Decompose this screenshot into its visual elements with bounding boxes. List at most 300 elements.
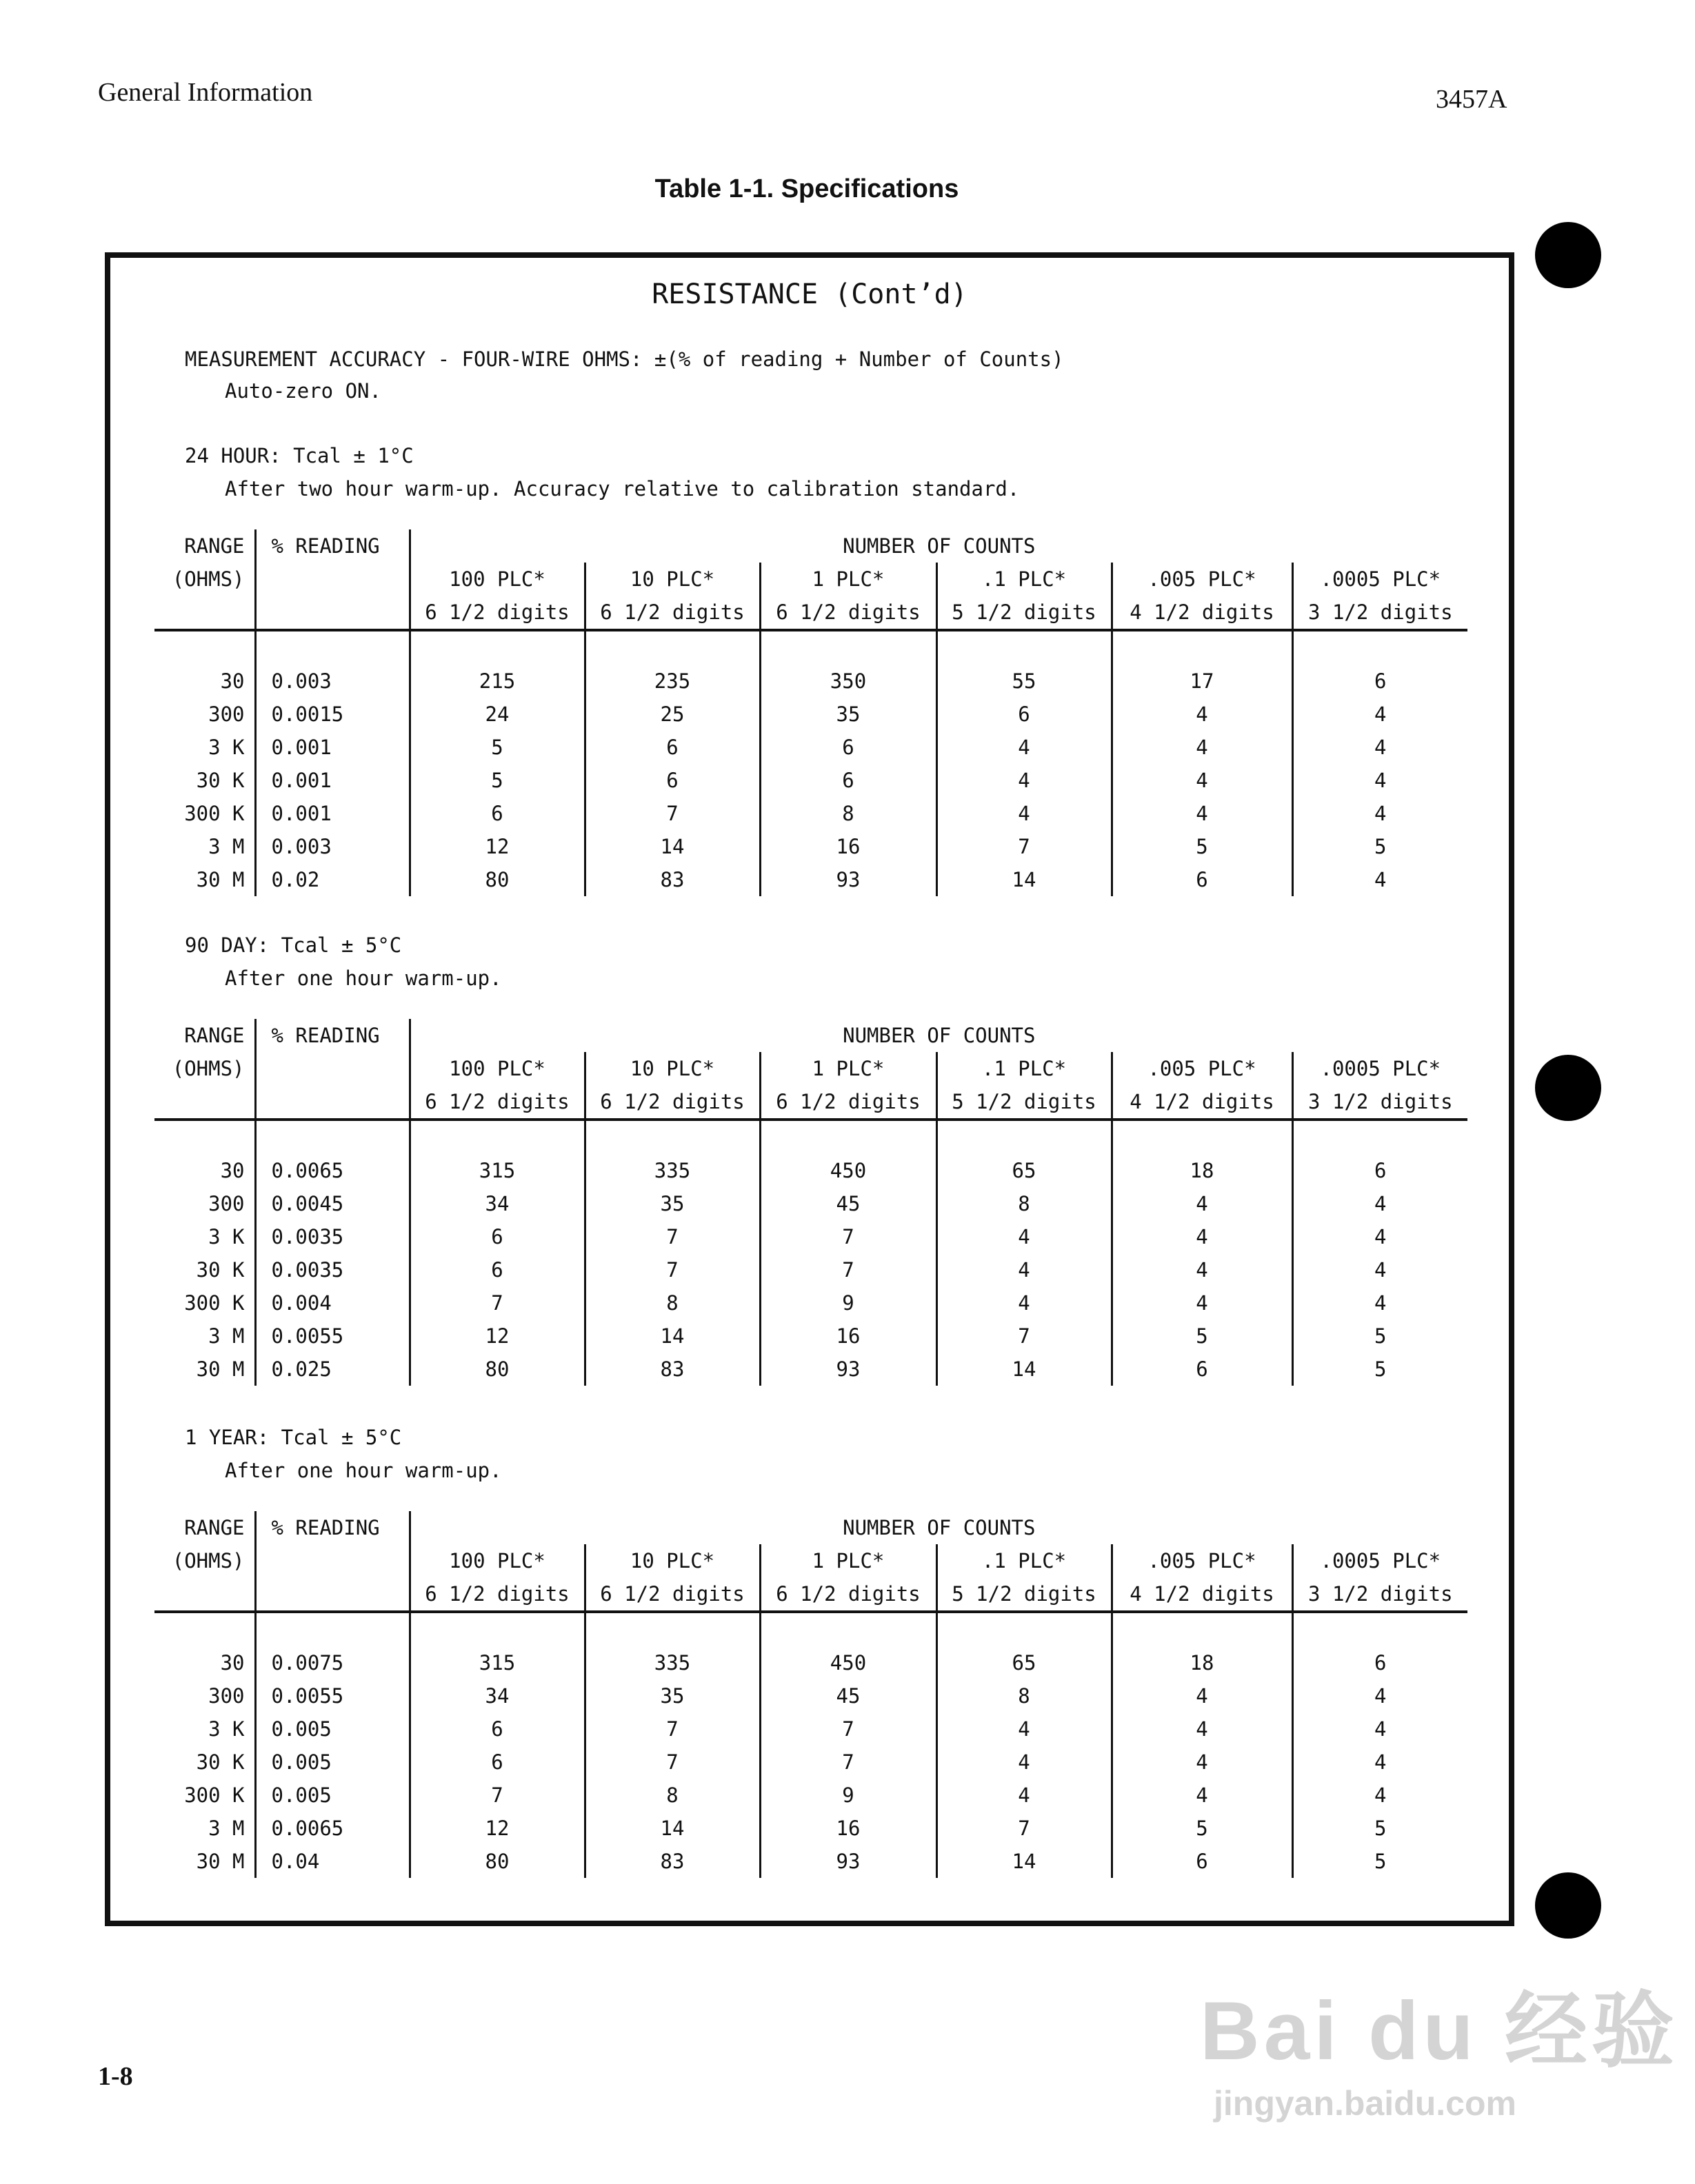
count-cell: 5 [410,731,585,764]
spec-table [154,529,1467,896]
reading-cell: 0.0065 [255,1154,410,1187]
reading-header: % READING [255,1511,410,1544]
table-row [154,1187,1467,1220]
reading-cell: 0.001 [255,764,410,797]
count-cell: 83 [585,1845,760,1878]
digits-header: 5 1/2 digits [936,1085,1112,1120]
spacer [936,630,1112,665]
digits-header: 4 1/2 digits [1112,596,1292,630]
count-cell: 6 [1112,1845,1292,1878]
count-cell: 6 [410,1712,585,1746]
count-cell: 4 [1292,1187,1467,1220]
spacer [585,1612,760,1646]
digits-header: 4 1/2 digits [1112,1577,1292,1612]
table-title: Table 1-1. Specifications [654,174,959,203]
spacer [1112,1612,1292,1646]
reading-cell: 0.0055 [255,1320,410,1353]
reading-header-blank [255,1577,410,1612]
reading-cell: 0.005 [255,1746,410,1779]
counts-header: NUMBER OF COUNTS [410,529,1467,563]
digits-header: 6 1/2 digits [410,596,585,630]
spacer [760,1612,936,1646]
spacer [410,1120,585,1154]
table-row [154,1779,1467,1812]
count-cell: 4 [1292,1779,1467,1812]
reading-header-blank [255,1544,410,1577]
count-cell: 7 [936,1812,1112,1845]
count-cell: 65 [936,1646,1112,1679]
digits-header: 3 1/2 digits [1292,1085,1467,1120]
count-cell: 6 [760,764,936,797]
count-cell: 5 [410,764,585,797]
count-cell: 8 [936,1679,1112,1712]
count-cell: 65 [936,1154,1112,1187]
count-cell: 12 [410,830,585,863]
range-header-blank [154,596,255,630]
reading-cell: 0.005 [255,1712,410,1746]
count-cell: 6 [936,698,1112,731]
range-cell: 300 [208,1684,245,1708]
count-cell: 4 [1112,1253,1292,1286]
digits-header: 6 1/2 digits [760,1085,936,1120]
count-cell: 5 [1292,1812,1467,1845]
range-header: RANGE [184,1024,245,1047]
header-row [154,1085,1467,1120]
section-heading: 90 DAY: Tcal ± 5°C [185,933,402,957]
spacer [255,1120,410,1154]
count-cell: 6 [1112,1353,1292,1386]
range-header-blank [154,1085,255,1120]
header-row [154,563,1467,596]
count-cell: 7 [760,1712,936,1746]
spacer [936,1612,1112,1646]
digits-header: 6 1/2 digits [410,1085,585,1120]
range-header: RANGE [184,1516,245,1539]
count-cell: 24 [410,698,585,731]
count-cell: 5 [1292,1845,1467,1878]
range-cell: 30 K [196,769,245,792]
count-cell: 7 [760,1220,936,1253]
reading-cell: 0.003 [255,665,410,698]
count-cell: 4 [1292,1253,1467,1286]
digits-header: 3 1/2 digits [1292,1577,1467,1612]
header-row [154,529,1467,563]
count-cell: 35 [585,1679,760,1712]
count-cell: 17 [1112,665,1292,698]
count-cell: 4 [1112,1187,1292,1220]
count-cell: 7 [585,1220,760,1253]
count-cell: 93 [760,863,936,896]
count-cell: 14 [936,1353,1112,1386]
plc-header: .1 PLC* [936,1544,1112,1577]
count-cell: 4 [1112,698,1292,731]
spec-table [154,1511,1467,1878]
count-cell: 7 [936,830,1112,863]
count-cell: 7 [410,1286,585,1320]
count-cell: 4 [1112,1779,1292,1812]
digits-header: 6 1/2 digits [585,1577,760,1612]
count-cell: 4 [936,1286,1112,1320]
header-row [154,1511,1467,1544]
count-cell: 4 [1112,797,1292,830]
count-cell: 14 [585,1320,760,1353]
spacer [154,1612,255,1646]
count-cell: 4 [1112,764,1292,797]
plc-header: 100 PLC* [410,1052,585,1085]
count-cell: 16 [760,1320,936,1353]
count-cell: 4 [1292,764,1467,797]
count-cell: 12 [410,1812,585,1845]
table-row [154,1812,1467,1845]
plc-header: 1 PLC* [760,1544,936,1577]
count-cell: 55 [936,665,1112,698]
count-cell: 93 [760,1845,936,1878]
reading-header-blank [255,1052,410,1085]
digits-header: 6 1/2 digits [585,596,760,630]
table-row [154,731,1467,764]
count-cell: 235 [585,665,760,698]
table-row [154,698,1467,731]
spacer [1112,630,1292,665]
range-cell: 3 M [208,835,245,858]
count-cell: 450 [760,1646,936,1679]
reading-cell: 0.0045 [255,1187,410,1220]
plc-header: .0005 PLC* [1292,1052,1467,1085]
count-cell: 6 [410,1220,585,1253]
reading-cell: 0.02 [255,863,410,896]
digits-header: 6 1/2 digits [410,1577,585,1612]
spacer [760,1120,936,1154]
table-row [154,830,1467,863]
digits-header: 6 1/2 digits [760,596,936,630]
spacer [1112,1120,1292,1154]
count-cell: 14 [585,830,760,863]
count-cell: 45 [760,1679,936,1712]
count-cell: 80 [410,1353,585,1386]
count-cell: 4 [1292,698,1467,731]
header-row [154,1577,1467,1612]
spacer [760,630,936,665]
count-cell: 5 [1292,830,1467,863]
range-cell: 30 M [196,1850,245,1873]
reading-cell: 0.004 [255,1286,410,1320]
plc-header: 100 PLC* [410,563,585,596]
count-cell: 5 [1112,830,1292,863]
count-cell: 4 [936,1779,1112,1812]
table-row [154,764,1467,797]
count-cell: 80 [410,863,585,896]
reading-cell: 0.0015 [255,698,410,731]
count-cell: 5 [1112,1320,1292,1353]
plc-header: .005 PLC* [1112,1544,1292,1577]
count-cell: 18 [1112,1646,1292,1679]
spec-frame [105,252,1514,1926]
digits-header: 6 1/2 digits [760,1577,936,1612]
count-cell: 16 [760,830,936,863]
table-row [154,1220,1467,1253]
digits-header: 4 1/2 digits [1112,1085,1292,1120]
plc-header: .0005 PLC* [1292,563,1467,596]
ohms-header: (OHMS) [172,1549,245,1573]
count-cell: 4 [936,797,1112,830]
count-cell: 5 [1292,1320,1467,1353]
table-row [154,1320,1467,1353]
count-cell: 93 [760,1353,936,1386]
reading-header-blank [255,596,410,630]
table-row [154,797,1467,830]
table-row [154,1746,1467,1779]
section-heading: 24 HOUR: Tcal ± 1°C [185,444,414,467]
ohms-header: (OHMS) [172,1057,245,1080]
count-cell: 4 [1292,1679,1467,1712]
spacer [154,1120,255,1154]
spacer [936,1120,1112,1154]
baidu-watermark [1200,1965,1678,2123]
count-cell: 6 [1292,1646,1467,1679]
count-cell: 215 [410,665,585,698]
measurement-accuracy-line: MEASUREMENT ACCURACY - FOUR-WIRE OHMS: ±(% of reading + Number of Counts) [185,347,1064,371]
plc-header: .1 PLC* [936,1052,1112,1085]
count-cell: 34 [410,1679,585,1712]
range-cell: 30 [220,1651,245,1675]
reading-header-blank [255,1085,410,1120]
spacer-row [154,1612,1467,1646]
digits-header: 3 1/2 digits [1292,596,1467,630]
count-cell: 4 [936,1746,1112,1779]
range-cell: 30 [220,669,245,693]
count-cell: 6 [585,764,760,797]
counts-header: NUMBER OF COUNTS [410,1511,1467,1544]
range-cell: 300 K [184,802,245,825]
reading-header-blank [255,563,410,596]
reading-cell: 0.001 [255,797,410,830]
count-cell: 315 [410,1646,585,1679]
spacer [255,1612,410,1646]
reading-cell: 0.0035 [255,1220,410,1253]
count-cell: 4 [1292,863,1467,896]
spec-table [154,1019,1467,1386]
count-cell: 6 [1292,1154,1467,1187]
spacer [1292,1612,1467,1646]
count-cell: 4 [936,731,1112,764]
table-row [154,665,1467,698]
count-cell: 4 [1292,1286,1467,1320]
spacer [410,1612,585,1646]
range-header-blank [154,1577,255,1612]
reading-cell: 0.0075 [255,1646,410,1679]
plc-header: .005 PLC* [1112,1052,1292,1085]
range-cell: 300 [208,702,245,726]
range-cell: 3 K [208,1225,245,1248]
header-row [154,1019,1467,1052]
count-cell: 8 [936,1187,1112,1220]
count-cell: 14 [936,863,1112,896]
spacer [585,630,760,665]
reading-cell: 0.025 [255,1353,410,1386]
count-cell: 8 [585,1286,760,1320]
section-title: RESISTANCE (Cont’d) [652,279,967,310]
count-cell: 4 [936,1253,1112,1286]
range-cell: 30 [220,1159,245,1182]
count-cell: 34 [410,1187,585,1220]
count-cell: 7 [760,1253,936,1286]
range-cell: 300 K [184,1783,245,1807]
header-row [154,596,1467,630]
reading-cell: 0.0055 [255,1679,410,1712]
count-cell: 9 [760,1286,936,1320]
count-cell: 5 [1292,1353,1467,1386]
range-cell: 3 M [208,1817,245,1840]
ohms-header: (OHMS) [172,567,245,591]
range-header: RANGE [184,534,245,558]
count-cell: 4 [1112,1746,1292,1779]
count-cell: 6 [760,731,936,764]
count-cell: 7 [760,1746,936,1779]
table-row [154,863,1467,896]
count-cell: 4 [1112,1712,1292,1746]
spacer [1292,630,1467,665]
binder-hole [1535,1055,1601,1121]
counts-header: NUMBER OF COUNTS [410,1019,1467,1052]
plc-header: 10 PLC* [585,1052,760,1085]
section-heading: 1 YEAR: Tcal ± 5°C [185,1426,402,1449]
page-number: 1-8 [98,2062,133,2091]
count-cell: 4 [1112,1286,1292,1320]
count-cell: 6 [1112,863,1292,896]
count-cell: 4 [1292,1746,1467,1779]
header-section-label: General Information [98,78,313,107]
count-cell: 450 [760,1154,936,1187]
range-cell: 3 K [208,1717,245,1741]
count-cell: 7 [585,1746,760,1779]
section-note: After one hour warm-up. [225,1459,502,1482]
watermark-url: jingyan.baidu.com [1214,2084,1516,2123]
count-cell: 6 [585,731,760,764]
count-cell: 5 [1112,1812,1292,1845]
reading-cell: 0.0035 [255,1253,410,1286]
count-cell: 7 [936,1320,1112,1353]
count-cell: 335 [585,1646,760,1679]
count-cell: 35 [760,698,936,731]
count-cell: 7 [410,1779,585,1812]
plc-header: .005 PLC* [1112,563,1292,596]
count-cell: 7 [585,1253,760,1286]
spacer [255,630,410,665]
table-row [154,1679,1467,1712]
count-cell: 80 [410,1845,585,1878]
count-cell: 9 [760,1779,936,1812]
header-model-number: 3457A [1436,85,1507,114]
reading-header: % READING [255,1019,410,1052]
count-cell: 4 [936,1220,1112,1253]
digits-header: 5 1/2 digits [936,596,1112,630]
count-cell: 14 [936,1845,1112,1878]
count-cell: 8 [760,797,936,830]
count-cell: 4 [936,764,1112,797]
count-cell: 16 [760,1812,936,1845]
spacer [585,1120,760,1154]
header-row [154,1544,1467,1577]
plc-header: 1 PLC* [760,563,936,596]
table-row [154,1353,1467,1386]
spacer-row [154,630,1467,665]
range-cell: 300 K [184,1291,245,1315]
table-row [154,1286,1467,1320]
reading-cell: 0.001 [255,731,410,764]
reading-cell: 0.0065 [255,1812,410,1845]
count-cell: 6 [1292,665,1467,698]
count-cell: 6 [410,1253,585,1286]
count-cell: 14 [585,1812,760,1845]
count-cell: 7 [585,797,760,830]
count-cell: 4 [1112,731,1292,764]
count-cell: 335 [585,1154,760,1187]
table-row [154,1253,1467,1286]
count-cell: 4 [1112,1679,1292,1712]
range-cell: 30 K [196,1750,245,1774]
count-cell: 4 [1292,797,1467,830]
count-cell: 83 [585,1353,760,1386]
count-cell: 35 [585,1187,760,1220]
digits-header: 6 1/2 digits [585,1085,760,1120]
table-row [154,1845,1467,1878]
count-cell: 6 [410,1746,585,1779]
plc-header: 10 PLC* [585,1544,760,1577]
plc-header: 1 PLC* [760,1052,936,1085]
plc-header: .0005 PLC* [1292,1544,1467,1577]
range-cell: 300 [208,1192,245,1215]
count-cell: 4 [936,1712,1112,1746]
count-cell: 4 [1112,1220,1292,1253]
range-cell: 30 M [196,868,245,891]
digits-header: 5 1/2 digits [936,1577,1112,1612]
count-cell: 12 [410,1320,585,1353]
binder-hole [1535,222,1601,288]
count-cell: 25 [585,698,760,731]
range-cell: 3 K [208,736,245,759]
plc-header: 100 PLC* [410,1544,585,1577]
count-cell: 8 [585,1779,760,1812]
count-cell: 4 [1292,1712,1467,1746]
count-cell: 7 [585,1712,760,1746]
range-cell: 30 K [196,1258,245,1282]
section-note: After two hour warm-up. Accuracy relative to calibration standard. [225,477,1020,501]
reading-cell: 0.005 [255,1779,410,1812]
count-cell: 83 [585,863,760,896]
reading-cell: 0.003 [255,830,410,863]
count-cell: 315 [410,1154,585,1187]
spacer [1292,1120,1467,1154]
plc-header: .1 PLC* [936,563,1112,596]
header-row [154,1052,1467,1085]
binder-hole [1535,1872,1601,1939]
table-row [154,1154,1467,1187]
range-cell: 30 M [196,1357,245,1381]
count-cell: 4 [1292,1220,1467,1253]
spacer [410,630,585,665]
count-cell: 6 [410,797,585,830]
reading-cell: 0.04 [255,1845,410,1878]
table-row [154,1712,1467,1746]
spacer-row [154,1120,1467,1154]
spacer [154,630,255,665]
table-row [154,1646,1467,1679]
auto-zero-line: Auto-zero ON. [225,379,381,403]
section-note: After one hour warm-up. [225,967,502,990]
reading-header: % READING [255,529,410,563]
range-cell: 3 M [208,1324,245,1348]
count-cell: 18 [1112,1154,1292,1187]
